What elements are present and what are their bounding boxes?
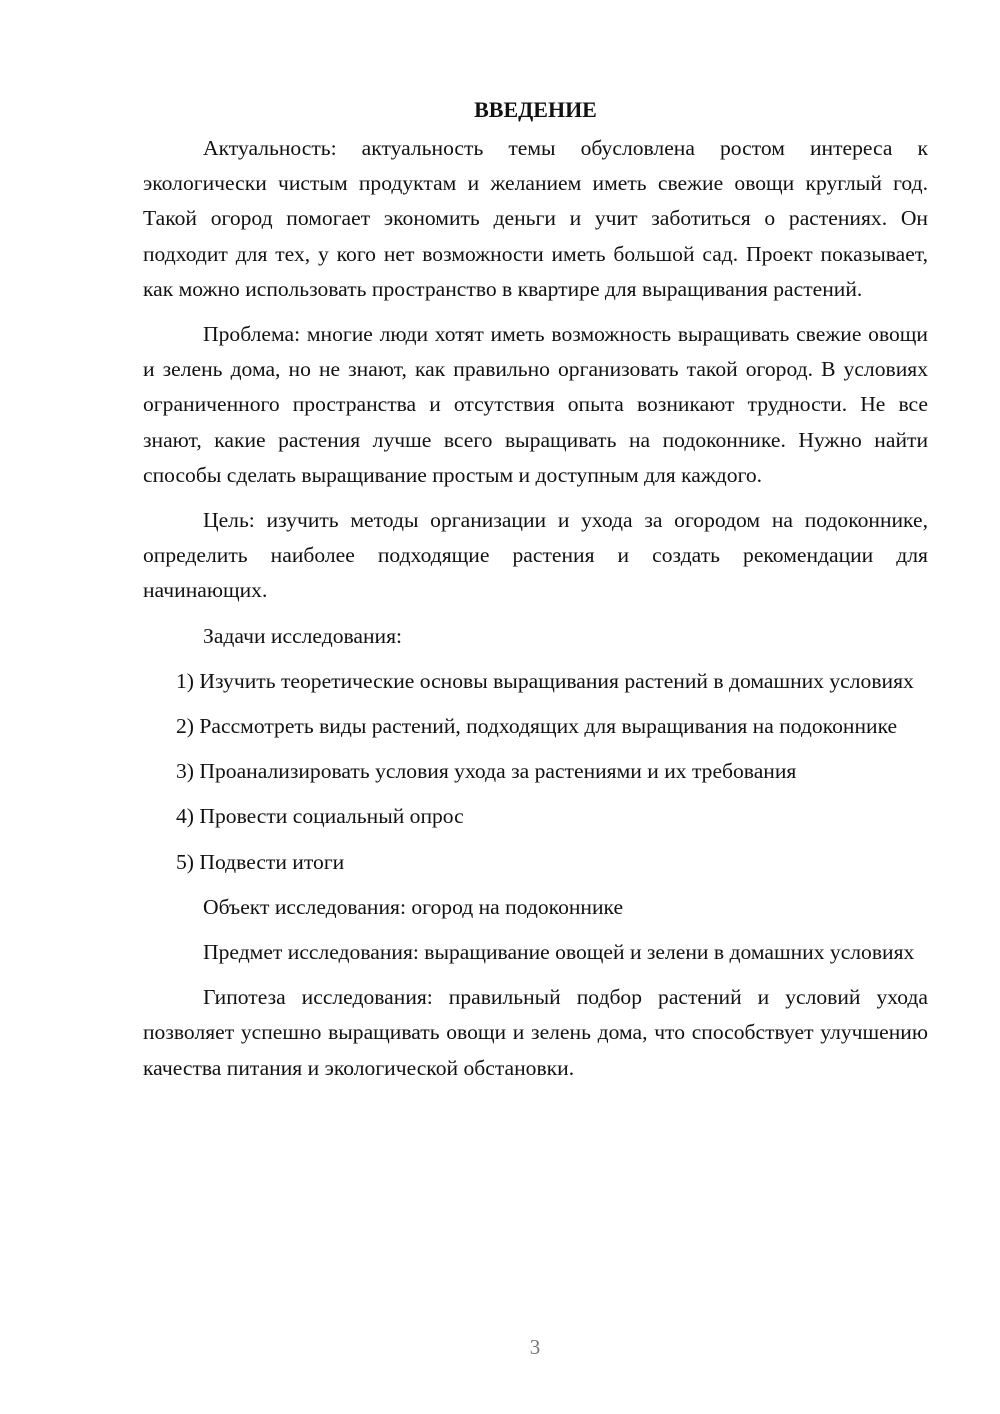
tasks-title: Задачи исследования: [203,623,403,648]
object-paragraph: Объект исследования: огород на подоконнике [203,894,624,919]
task-item-3: 3) Проанализировать условия ухода за растениями и их требования [176,759,797,784]
task-item-1: 1) Изучить теоретические основы выращивания растений в домашних условиях [176,668,914,693]
relevance-paragraph: Актуальность: актуальность темы обусловлена ростом интереса к экологически чистым продуктам и желанием иметь свежие овощи круглый год. Такой огород помогает экономить деньги и учит заботиться о растениях. Он подходит для тех, у кого нет возможности иметь большой сад. Проект показывает, как можно использовать пространство в квартире для выращивания растений. [143,136,928,301]
subject-paragraph: Предмет исследования: выращивание овощей и зелени в домашних условиях [203,940,915,965]
goal-paragraph: Цель: изучить методы организации и ухода за огородом на подоконнике, определить наиболее подходящие растения и создать рекомендации для начинающих. [143,508,928,603]
problem-paragraph: Проблема: многие люди хотят иметь возможность выращивать свежие овощи и зелень дома, но не знают, как правильно организовать такой огород. В условиях ограниченного пространства и отсутствия опыта возникают трудности. Не все знают, какие растения лучше всего выращивать на подоконнике. Нужно найти способы сделать выращивание простым и доступным для каждого. [143,322,928,487]
task-item-2: 2) Рассмотреть виды растений, подходящих для выращивания на подоконнике [176,714,898,739]
task-item-5: 5) Подвести итоги [176,849,345,874]
hypothesis-paragraph: Гипотеза исследования: правильный подбор растений и условий ухода позволяет успешно выращивать овощи и зелень дома, что способствует улучшению качества питания и экологической обстановки. [143,985,928,1080]
page-number: 3 [529,1335,541,1359]
page-content [143,92,928,1096]
section-heading: ВВЕДЕНИЕ [474,97,597,122]
task-item-4: 4) Провести социальный опрос [176,804,464,829]
